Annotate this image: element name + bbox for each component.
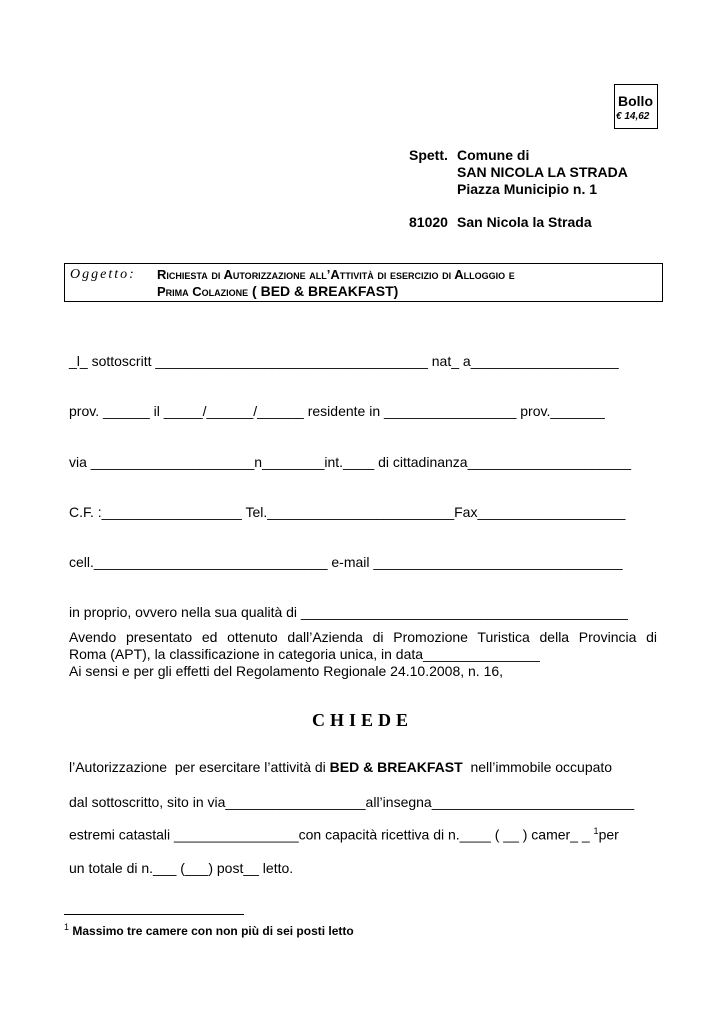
form-line-apt: Avendo presentato ed ottenuto dall’Azienda di Promozione Turistica della Provincia di [69, 629, 657, 645]
request-line1-text-b: nell’immobile occupato [462, 759, 613, 775]
form-line-classification: Roma (APT), la classificazione in categoria unica, in data_______________ [69, 646, 540, 662]
footnote-rule [64, 914, 244, 915]
footnote-mark: 1 [64, 922, 70, 932]
form-line-regulation: Ai sensi e per gli effetti del Regolamento Regionale 24.10.2008, n. 16, [69, 663, 504, 679]
request-line3-text-a: estremi catastali ________________con capacità ricettiva di n.____ ( __ ) camer_ _ [69, 826, 594, 843]
footnote-ref: 1 [593, 826, 599, 836]
footnote [64, 922, 354, 938]
bollo-label: Bollo [618, 93, 653, 109]
bollo-value: € 14,62 [616, 111, 650, 122]
request-line4: un totale di n.___ (___) post__ letto. [69, 860, 294, 876]
request-line3-text-b: per [598, 826, 619, 843]
recipient-salutation: Spett. [409, 147, 448, 163]
form-line-address: via _____________________n________int.____ di cittadinanza_____________________ [69, 454, 632, 470]
subject-line2-rest: ( BED & BREAKFAST) [248, 283, 399, 299]
form-line-contacts: C.F. :__________________ Tel.________________________Fax___________________ [69, 504, 626, 520]
request-line1 [69, 759, 657, 775]
recipient-city: San Nicola la Strada [457, 214, 592, 230]
form-line-birth: prov. ______ il _____/______/______ residente in _________________ prov._______ [69, 403, 605, 419]
request-line1-bold: BED & BREAKFAST [329, 759, 463, 775]
subject-prefix: Oggetto: [70, 267, 136, 282]
chiede-heading: CHIEDE [311, 710, 413, 730]
request-line1-text-a: l’Autorizzazione per esercitare l’attività di [69, 759, 330, 775]
subject-line2 [157, 283, 398, 299]
request-line3 [69, 826, 619, 843]
recipient-line2: SAN NICOLA LA STRADA [457, 164, 628, 180]
recipient-line3: Piazza Municipio n. 1 [457, 181, 598, 197]
footnote-text: Massimo tre camere con non più di sei posti letto [72, 924, 354, 938]
recipient-line1: Comune di [457, 147, 530, 163]
form-line-name: _l_ sottoscritt ___________________________________ nat_ a___________________ [69, 353, 619, 369]
subject-line2-smallcaps: Prima Colazione [157, 284, 249, 299]
form-line-capacity: in proprio, ovvero nella sua qualità di __________________________________________ [69, 604, 628, 620]
subject-line1: Richiesta di Autorizzazione all’Attività di esercizio di Alloggio e [157, 267, 515, 282]
form-line-cell-email: cell.______________________________ e-mail ________________________________ [69, 554, 623, 570]
request-line2: dal sottoscritto, sito in via__________________all’insegna__________________________ [69, 794, 635, 810]
recipient-cap: 81020 [409, 214, 448, 230]
